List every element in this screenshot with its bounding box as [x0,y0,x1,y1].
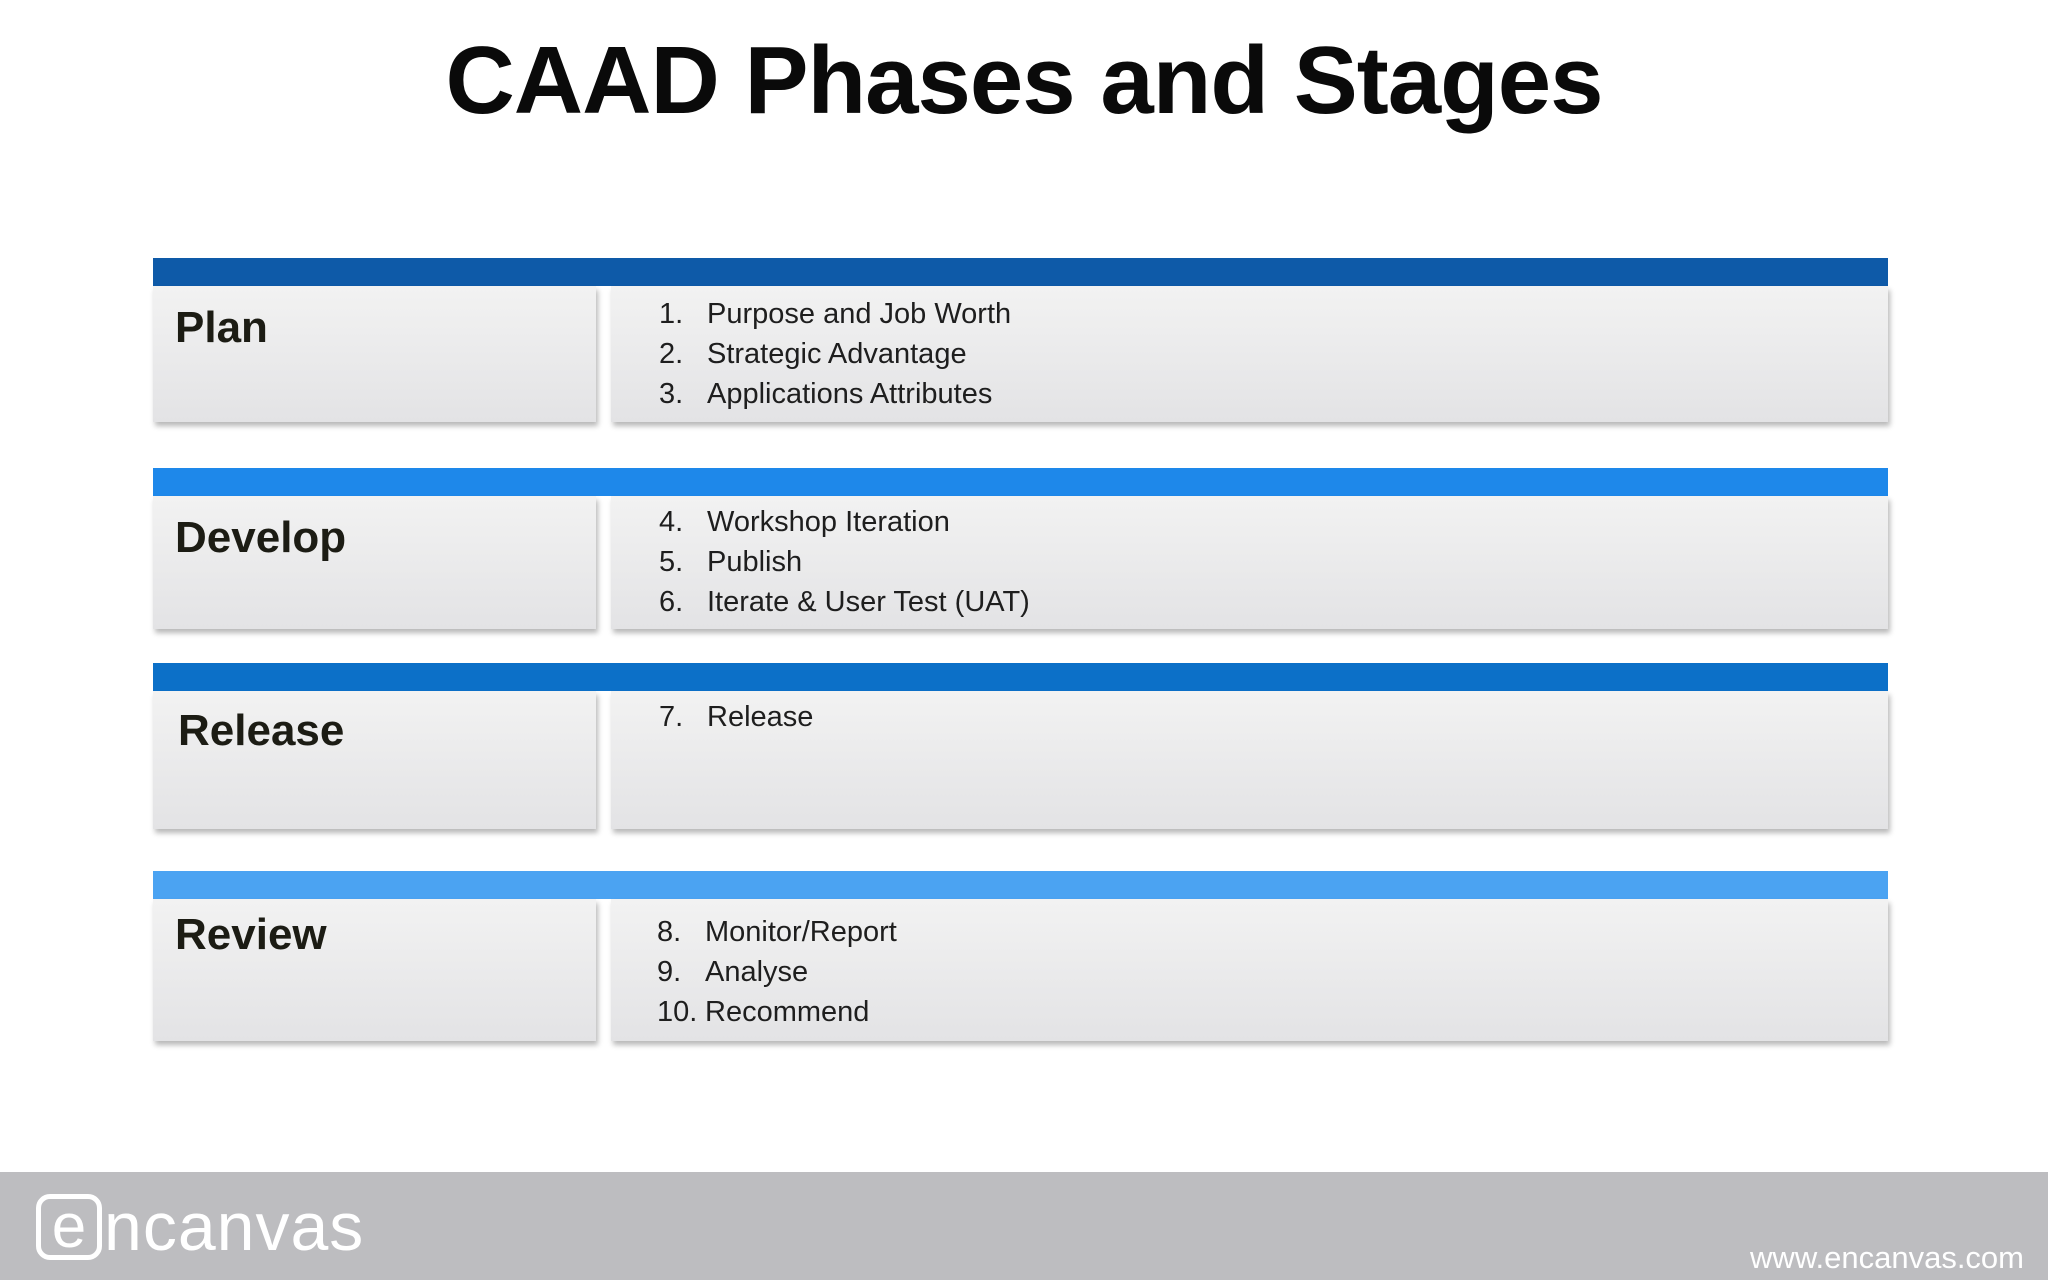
phase-name: Plan [175,303,268,352]
stage-box [611,496,1888,629]
footer-url: www.encanvas.com [1750,1240,2024,1275]
stage-number: 1. [659,298,684,330]
stage-item [611,952,897,992]
stage-number: 2. [659,338,684,370]
stage-number: 6. [659,586,684,618]
logo-e-icon: e [36,1194,102,1260]
stage-item [611,334,1011,374]
stage-box [611,286,1888,422]
phase-name-box [153,899,596,1041]
stage-number: 9. [657,956,682,988]
stage-number: 4. [659,506,684,538]
stage-number: 5. [659,546,684,578]
stage-label: Monitor/Report [705,916,897,948]
phase-name: Release [178,706,345,755]
stage-label: Publish [707,546,803,578]
phase-name: Review [175,910,327,959]
stage-label: Applications Attributes [707,378,993,410]
phase-name-box [153,691,596,829]
slide-title: CAAD Phases and Stages [445,27,1603,134]
stage-item [611,697,813,737]
stage-box [611,691,1888,829]
stage-item [611,502,1030,542]
phase-name: Develop [175,513,347,562]
stage-box [611,899,1888,1041]
stage-item [611,912,897,952]
encanvas-logo [36,1189,365,1265]
stage-label: Workshop Iteration [707,506,950,538]
stage-number: 10. [657,996,698,1028]
stage-list [611,502,1030,622]
stage-item [611,542,1030,582]
stage-number: 7. [659,701,684,733]
phase-name-box [153,286,596,422]
stage-list [611,912,897,1032]
stage-number: 8. [657,916,682,948]
stage-item [611,294,1011,334]
phase-bar [153,663,1888,691]
phase-name-box [153,496,596,629]
footer-band [0,1172,2048,1280]
stage-label: Strategic Advantage [707,338,967,370]
phase-bar [153,871,1888,899]
stage-label: Release [707,701,814,733]
phase-bar [153,258,1888,286]
stage-label: Iterate & User Test (UAT) [707,586,1030,618]
stage-label: Recommend [705,996,870,1028]
stage-item [611,992,897,1032]
phase-bar [153,468,1888,496]
stage-number: 3. [659,378,684,410]
logo-wordmark: ncanvas [104,1189,365,1265]
stage-list [611,697,813,737]
stage-label: Purpose and Job Worth [707,298,1012,330]
stage-label: Analyse [705,956,809,988]
stage-item [611,374,1011,414]
stage-item [611,582,1030,622]
stage-list [611,294,1011,414]
